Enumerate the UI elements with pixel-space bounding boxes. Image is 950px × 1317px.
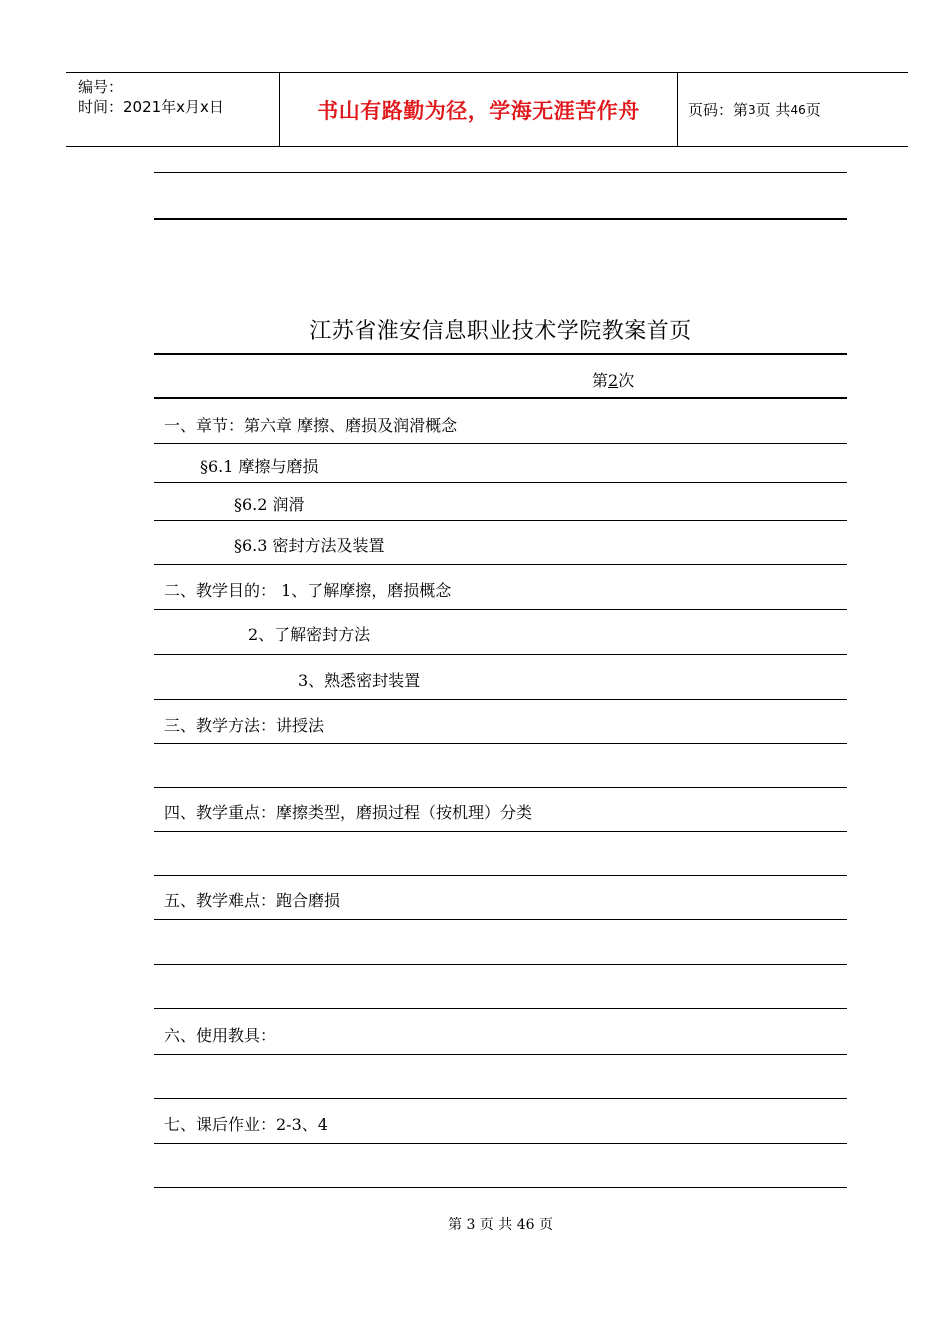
teaching-goal-2: 2、了解密封方法: [248, 625, 371, 644]
row-line: [154, 831, 847, 832]
session-number: 2: [608, 371, 619, 390]
row-line: [154, 875, 847, 876]
row-line: [154, 520, 847, 521]
page-current: 3: [748, 102, 756, 117]
row-line: [154, 1143, 847, 1144]
title-underline: [154, 353, 847, 355]
row-line: [154, 1098, 847, 1099]
teaching-method: 三、教学方法：讲授法: [164, 716, 325, 735]
serial-label: 编号：: [78, 78, 124, 96]
homework: 七、课后作业：2-3、4: [164, 1115, 328, 1134]
row-line: [154, 564, 847, 565]
divider-thick: [154, 218, 847, 220]
row-line: [154, 1054, 847, 1055]
page-total: 46: [790, 102, 806, 117]
page-prefix: 页码：第: [688, 101, 749, 119]
teaching-goal-1: 二、教学目的： 1、了解摩擦，磨损概念: [164, 581, 452, 600]
page-header: [66, 72, 908, 147]
row-line: [154, 699, 847, 700]
session-prefix: 第: [592, 371, 609, 390]
row-line: [154, 609, 847, 610]
row-line: [154, 787, 847, 788]
page-suffix: 页: [805, 101, 821, 119]
row-line: [154, 1187, 847, 1188]
row-line: [154, 919, 847, 920]
header-page-number: [678, 73, 908, 146]
row-line: [154, 1008, 847, 1009]
row-line: [154, 443, 847, 444]
document-title: 江苏省淮安信息职业技术学院教案首页: [309, 319, 692, 344]
session-underline: [154, 397, 847, 399]
teaching-tools: 六、使用教具：: [164, 1026, 277, 1045]
header-motto: 书山有路勤为径，学海无涯苦作舟: [280, 73, 678, 146]
page-middle: 页 共: [755, 101, 791, 119]
divider-thin: [154, 172, 847, 173]
session-count: [592, 368, 634, 391]
teaching-goal-3: 3、熟悉密封装置: [298, 671, 421, 690]
row-line: [154, 482, 847, 483]
row-line: [154, 654, 847, 655]
row-line: [154, 964, 847, 965]
teaching-key-points: 四、教学重点：摩擦类型，磨损过程（按机理）分类: [164, 803, 533, 822]
section-6-3: §6.3 密封方法及装置: [234, 536, 385, 555]
page-footer: 第 3 页 共 46 页: [448, 1217, 553, 1233]
time-label: 时间：2021年x月x日: [78, 98, 224, 116]
row-line: [154, 743, 847, 744]
teaching-difficulty: 五、教学难点：跑合磨损: [164, 891, 341, 910]
chapter-line: 一、章节：第六章 摩擦、磨损及润滑概念: [164, 416, 458, 435]
section-6-1: §6.1 摩擦与磨损: [200, 457, 319, 476]
header-meta: [66, 73, 280, 146]
session-suffix: 次: [618, 371, 635, 390]
section-6-2: §6.2 润滑: [234, 495, 305, 514]
